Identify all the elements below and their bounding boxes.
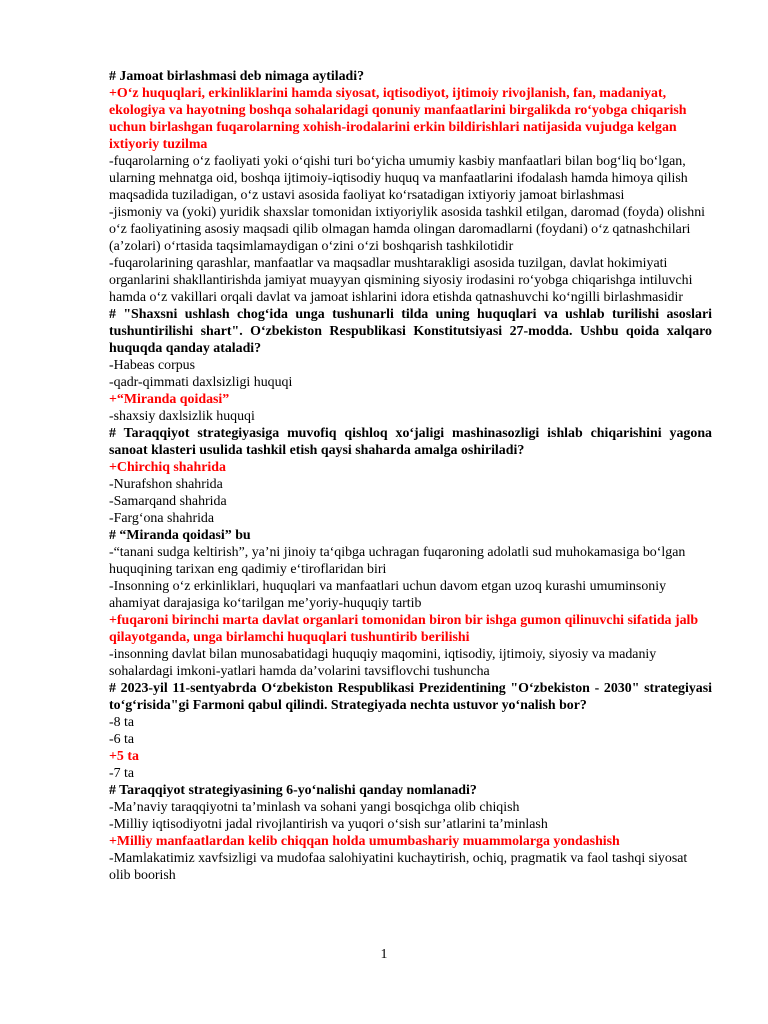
answer-option: -Nurafshon shahrida [109,477,223,492]
answer-option: -Farg‘ona shahrida [109,511,215,526]
correct-answer: +fuqaroni birinchi marta davlat organlari tomonidan biron bir ishga gumon qilinuvchi sifatida jalb qilayotganda, unga birlamchi huquqlari tushuntirib berilishi [109,613,699,645]
answer-option: -insonning davlat bilan munosabatidagi huquqiy maqomini, iqtisodiy, ijtimoiy, siyosiy va madaniy sohalardagi imkoni-yatlari hamda da’volarini tavsiflovchi tushuncha [109,647,657,679]
answer-option: -Milliy iqtisodiyotni jadal rivojlantirish va yuqori o‘sish sur’atlarini ta’minlash [109,817,548,832]
answer-option: -Insonning o‘z erkinliklari, huquqlari va manfaatlari uchun davom etgan uzoq kurashi umuminsoniy ahamiyat darajasiga ko‘tarilgan me’yoriy-huquqiy tartib [109,579,667,611]
correct-answer: +“Miranda qoidasi” [109,392,230,407]
correct-answer: +Milliy manfaatlardan kelib chiqqan holda umumbashariy muammolarga yondashish [109,834,620,849]
correct-answer: +5 ta [109,749,139,764]
answer-option: -qadr-qimmati daxlsizligi huquqi [109,375,293,390]
question-text: # “Miranda qoidasi” bu [109,528,251,543]
question-text: # Taraqqiyot strategiyasiga muvofiq qishloq xo‘jaligi mashinasozligi ishlab chiqarishini yagona sanoat klasteri usulida tashkil etish qaysi shaharda amalga oshiriladi? [109,426,712,458]
correct-answer: +O‘z huquqlari, erkinliklarini hamda siyosat, iqtisodiyot, ijtimoiy rivojlanish, fan, madaniyat, ekologiya va hayotning boshqa sohalaridagi qonuniy manfaatlarini birgalikda ro‘yobga chiqarish uchun birlashgan fuqarolarning xohish-irodalarini erkin bildirishlari natijasida vujudga kelgan ixtiyoriy tuzilma [109,86,687,152]
page-number: 1 [380,947,388,962]
answer-option: -shaxsiy daxlsizlik huquqi [109,409,255,424]
document-body [109,68,712,884]
question-text: # Taraqqiyot strategiyasining 6-yo‘nalishi qanday nomlanadi? [109,783,477,798]
correct-answer: +Chirchiq shahrida [109,460,226,475]
answer-option: -8 ta [109,715,135,730]
question-text: # Jamoat birlashmasi deb nimaga aytiladi? [109,69,365,84]
answer-option: -jismoniy va (yoki) yuridik shaxslar tomonidan ixtiyoriylik asosida tashkil etilgan, daromad (foyda) olishni o‘z faoliyatining asosiy maqsadi qilib olmagan hamda olingan daromadlarni (foydani) o‘z qatnashchilari (a’zolari) o‘rtasida taqsimlamaydigan o‘zini o‘zi boshqarish tashkilotidir [109,205,706,254]
answer-option: -Mamlakatimiz xavfsizligi va mudofaa salohiyatini kuchaytirish, ochiq, pragmatik va faol tashqi siyosat olib boorish [109,851,688,883]
answer-option: -7 ta [109,766,135,781]
answer-option: -“tanani sudga keltirish”, ya’ni jinoiy ta‘qibga uchragan fuqaroning adolatli sud muhokamasiga bo‘lgan huquqining tarixan eng qadimiy e‘tiroflaridan biri [109,545,686,577]
question-text: # 2023-yil 11-sentyabrda O‘zbekiston Respublikasi Prezidentining "O‘zbekiston - 2030" strategiyasi to‘g‘risida"gi Farmoni qabul qilindi. Strategiyada nechta ustuvor yo‘nalish bor? [109,681,712,713]
question-text: # "Shaxsni ushlash chog‘ida unga tushunarli tilda uning huquqlari va ushlab turilishi asoslari tushuntirilishi shart". O‘zbekiston Respublikasi Konstitutsiyasi 27-modda. Ushbu qoida xalqaro huquqda qanday ataladi? [109,307,712,356]
answer-option: -6 ta [109,732,135,747]
answer-option: -fuqarolarning o‘z faoliyati yoki o‘qishi turi bo‘yicha umumiy kasbiy manfaatlari bilan bog‘liq bo‘lgan, ularning mehnatga oid, boshqa ijtimoiy-iqtisodiy huquq va manfaatlarini ifodalash hamda himoya qilish maqsadida tuziladigan, o‘z ustavi asosida faoliyat ko‘rsatadigan ixtiyoriy jamoat birlashmasi [109,154,688,203]
answer-option: -fuqarolarining qarashlar, manfaatlar va maqsadlar mushtarakligi asosida tuzilgan, davlat hokimiyati organlarini shakllantirishda jamiyat muayyan qismining siyosiy irodasini ro‘yobga chiqarishga intiluvchi hamda o‘z vakillari orqali davlat va jamoat ishlarini idora etishda qatnashuvchi ko‘ngilli birlashmasidir [109,256,693,305]
answer-option: -Samarqand shahrida [109,494,227,509]
answer-option: -Ma’naviy taraqqiyotni ta’minlash va sohani yangi bosqichga olib chiqish [109,800,520,815]
answer-option: -Habeas corpus [109,358,196,373]
